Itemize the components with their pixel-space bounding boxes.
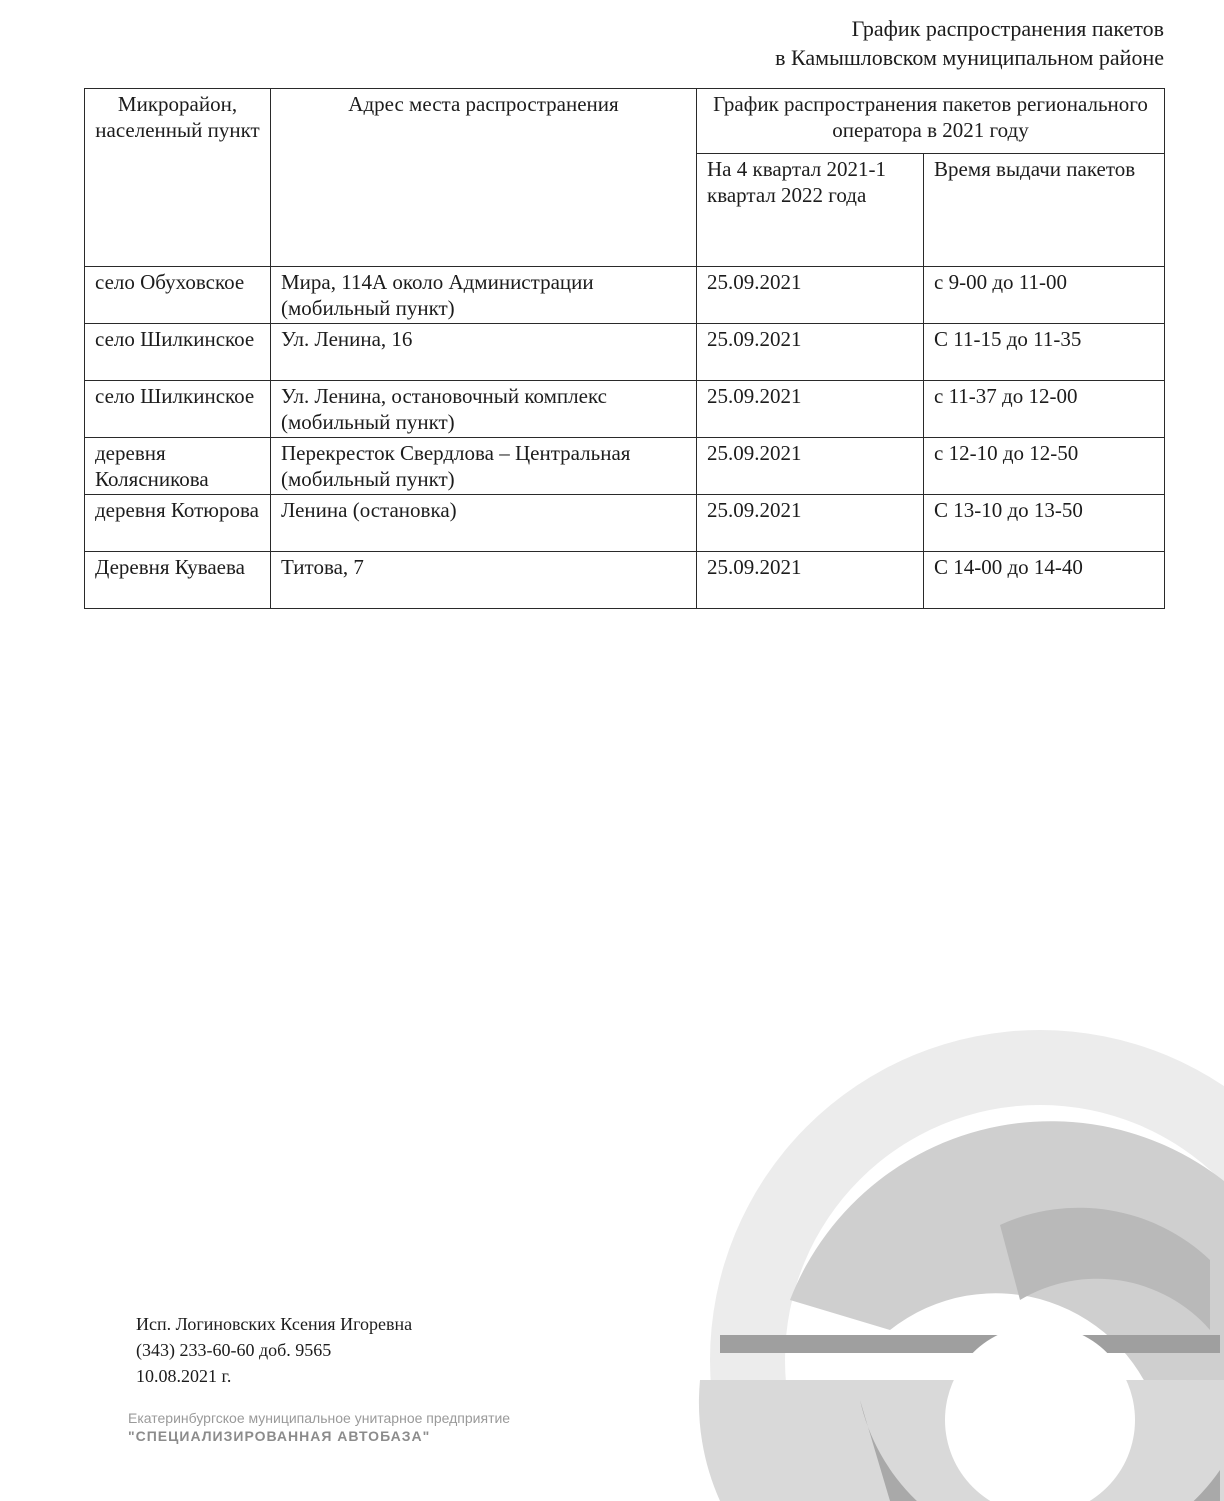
executor-block xyxy=(136,1311,412,1389)
cell-date: 25.09.2021 xyxy=(697,267,924,324)
cell-date: 25.09.2021 xyxy=(697,438,924,495)
title-line: График распространения пакетов xyxy=(851,16,1164,41)
cell-settlement: Деревня Куваева xyxy=(85,552,271,609)
title-line: в Камышловском муниципальном районе xyxy=(775,45,1164,70)
column-header-schedule-group: График распространения пакетов регионального оператора в 2021 году xyxy=(697,89,1165,154)
cell-address: Титова, 7 xyxy=(271,552,697,609)
table-row xyxy=(85,495,1165,552)
executor-phone: (343) 233-60-60 доб. 9565 xyxy=(136,1340,332,1360)
executor-name: Исп. Логиновских Ксения Игоревна xyxy=(136,1314,413,1334)
cell-settlement: деревня Котюрова xyxy=(85,495,271,552)
cell-address: Ул. Ленина, остановочный комплекс (мобильный пункт) xyxy=(271,381,697,438)
document-title xyxy=(775,14,1164,72)
cell-date: 25.09.2021 xyxy=(697,324,924,381)
cell-time: С 14-00 до 14-40 xyxy=(924,552,1165,609)
organization-logo-icon xyxy=(560,1000,1224,1501)
cell-time: С 13-10 до 13-50 xyxy=(924,495,1165,552)
column-header-date: На 4 квартал 2021-1 квартал 2022 года xyxy=(697,154,924,267)
cell-settlement: село Шилкинское xyxy=(85,324,271,381)
document-date: 10.08.2021 г. xyxy=(136,1366,232,1386)
cell-time: С 11-15 до 11-35 xyxy=(924,324,1165,381)
column-header-time: Время выдачи пакетов xyxy=(924,154,1165,267)
table-row xyxy=(85,438,1165,495)
cell-date: 25.09.2021 xyxy=(697,495,924,552)
cell-date: 25.09.2021 xyxy=(697,381,924,438)
organization-name xyxy=(128,1409,510,1445)
cell-time: с 9-00 до 11-00 xyxy=(924,267,1165,324)
cell-address: Ленина (остановка) xyxy=(271,495,697,552)
organization-type: Екатеринбургское муниципальное унитарное предприятие xyxy=(128,1410,511,1426)
cell-settlement: село Обуховское xyxy=(85,267,271,324)
column-header-address: Адрес места распространения xyxy=(271,89,697,267)
organization-title: "СПЕЦИАЛИЗИРОВАННАЯ АВТОБАЗА" xyxy=(128,1428,431,1444)
distribution-schedule-table xyxy=(84,88,1165,609)
cell-address: Перекресток Свердлова – Центральная (мобильный пункт) xyxy=(271,438,697,495)
cell-address: Мира, 114А около Администрации (мобильный пункт) xyxy=(271,267,697,324)
cell-time: с 12-10 до 12-50 xyxy=(924,438,1165,495)
cell-date: 25.09.2021 xyxy=(697,552,924,609)
column-header-settlement: Микрорайон, населенный пункт xyxy=(85,89,271,267)
cell-time: с 11-37 до 12-00 xyxy=(924,381,1165,438)
cell-address: Ул. Ленина, 16 xyxy=(271,324,697,381)
table-row xyxy=(85,381,1165,438)
cell-settlement: деревня Колясникова xyxy=(85,438,271,495)
table-row xyxy=(85,324,1165,381)
table-row xyxy=(85,552,1165,609)
cell-settlement: село Шилкинское xyxy=(85,381,271,438)
table-row xyxy=(85,267,1165,324)
